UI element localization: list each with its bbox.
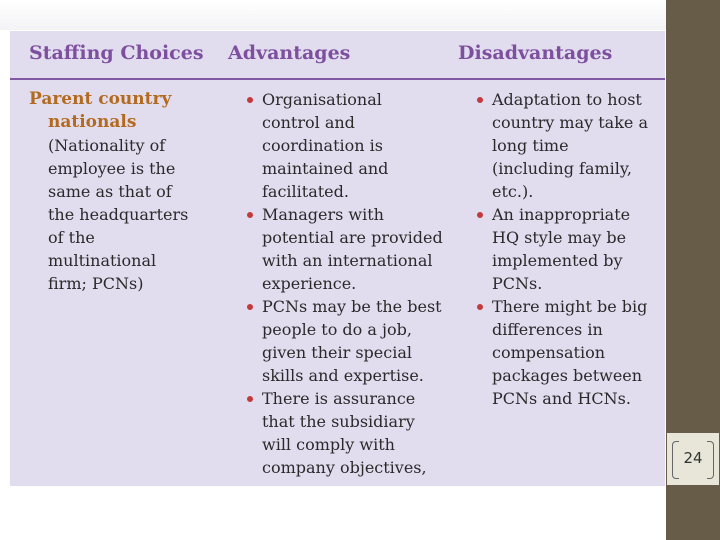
disadvantage-line: compensation [492,343,606,362]
advantage-line: experience. [262,274,357,293]
bullet-icon [247,212,253,218]
advantage-item [247,203,442,295]
bullet-icon [247,97,253,103]
bullet-icon [247,396,253,402]
advantage-line: given their special [262,343,412,362]
disadvantage-item [477,295,657,410]
advantage-line: Managers with [262,205,384,224]
disadvantages-list [477,88,657,410]
page-number-box [667,433,719,485]
disadvantage-line: (including family, [492,159,632,178]
choice-definition-line: employee is the [48,159,176,178]
disadvantage-line: long time [492,136,569,155]
advantage-line: that the subsidiary [262,412,415,431]
advantages-list [247,88,442,479]
choice-definition-line: of the [48,228,95,247]
disadvantage-line: packages between [492,366,643,385]
choice-term-line: Parent country [29,89,172,109]
disadvantage-line: country may take a [492,113,648,132]
advantage-line: will comply with [262,435,395,454]
disadvantage-item [477,203,657,295]
advantages-cell [247,88,442,479]
header-disadvantages: Disadvantages [458,42,613,64]
advantage-line: company objectives, [262,458,427,477]
disadvantages-cell [477,88,657,410]
choice-definition-line: firm; PCNs) [48,274,144,293]
bullet-icon [477,304,483,310]
header-staffing-choices: Staffing Choices [29,42,204,64]
bullet-icon [477,97,483,103]
advantage-line: skills and expertise. [262,366,424,385]
bullet-icon [247,304,253,310]
advantage-line: facilitated. [262,182,349,201]
advantage-line: control and [262,113,355,132]
disadvantage-line: There might be big [492,297,648,316]
advantage-line: coordination is [262,136,383,155]
advantage-line: There is assurance [262,389,416,408]
advantage-line: with an international [262,251,433,270]
advantage-line: maintained and [262,159,389,178]
choice-definition-line: (Nationality of [48,136,166,155]
advantage-line: people to do a job, [262,320,412,339]
disadvantage-line: implemented by [492,251,623,270]
advantage-item [247,88,442,203]
disadvantage-line: PCNs. [492,274,543,293]
disadvantage-line: etc.). [492,182,534,201]
page-number: 24 [683,449,703,467]
advantage-line: PCNs may be the best [262,297,442,316]
header-advantages: Advantages [228,42,351,64]
choice-definition-line: multinational [48,251,157,270]
disadvantage-item [477,88,657,203]
choice-definition-line: the headquarters [48,205,189,224]
header-divider [10,78,665,80]
advantage-item [247,295,442,387]
staffing-choice-cell [29,88,214,295]
advantage-item [247,387,442,479]
advantage-line: Organisational [262,90,382,109]
choice-term-line: nationals [48,112,137,132]
disadvantage-line: HQ style may be [492,228,627,247]
disadvantage-line: An inappropriate [492,205,631,224]
choice-definition-line: same as that of [48,182,172,201]
bullet-icon [477,212,483,218]
disadvantage-line: differences in [492,320,603,339]
top-band [0,0,666,30]
advantage-line: potential are provided [262,228,443,247]
disadvantage-line: Adaptation to host [492,90,642,109]
disadvantage-line: PCNs and HCNs. [492,389,631,408]
